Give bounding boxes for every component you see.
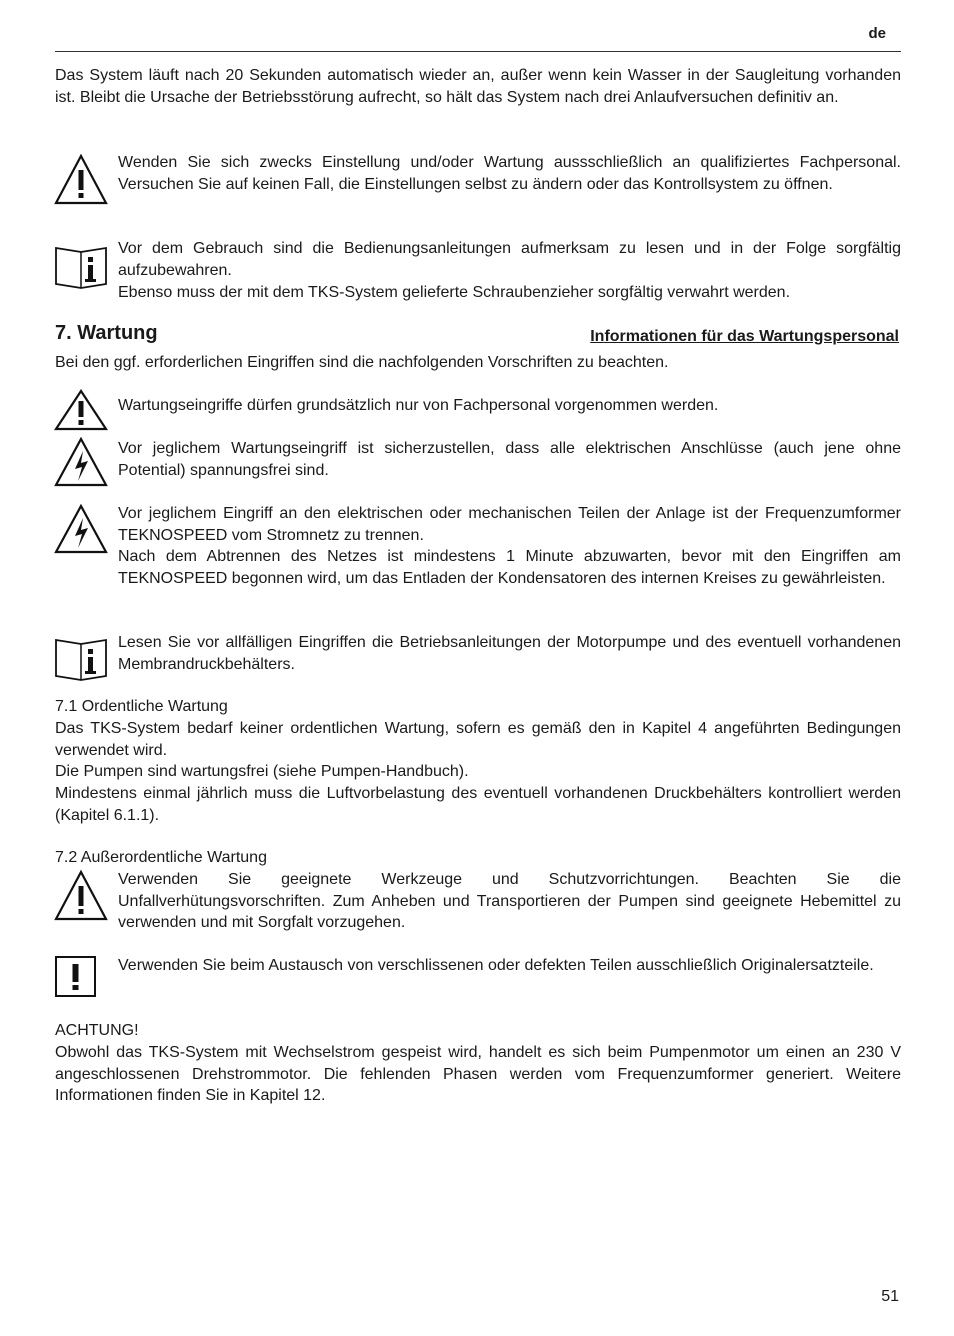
note-manual-line1: Vor dem Gebrauch sind die Bedienungsanleitungen aufmerksam zu lesen und in der Folge sorgfältig aufzubewahren. [118,240,901,279]
electrical-hazard-icon [53,437,109,493]
section-7-title: 7. Wartung [55,322,158,344]
note-electrical-disconnect: Vor jeglichem Wartungseingriff ist sicherzustellen, dass alle elektrischen Anschlüsse (auch jene ohne Potential) spannungsfrei sind. [118,440,901,479]
note-qualified-personnel: Wenden Sie sich zwecks Einstellung und/oder Wartung aussschließlich an qualifiziertes Fachpersonal. Versuchen Sie auf keinen Fall, die Einstellungen selbst zu ändern oder das Kontrollsystem zu öffnen. [118,154,901,193]
note-original-spare-parts: Verwenden Sie beim Austausch von verschlissenen oder defekten Teilen ausschließlich Originalersatzteile. [118,957,874,974]
electrical-hazard-icon [53,504,109,560]
header-rule [55,51,901,52]
note-teknospeed-disconnect: Vor jeglichem Eingriff an den elektrischen oder mechanischen Teilen der Anlage ist der Frequenzumformer TEKNOSPEED vom Stromnetz zu trennen. [118,505,901,544]
section-7-1-p2: Die Pumpen sind wartungsfrei (siehe Pumpen-Handbuch). [55,763,469,780]
warning-triangle-icon [53,153,109,209]
section-7-2-final-paragraph: Obwohl das TKS-System mit Wechselstrom gespeist wird, handelt es sich beim Pumpenmotor um einen an 230 V angeschlossenen Drehstrommotor. Die fehlenden Phasen werden vom Frequenzumformer generiert. Weitere Informationen finden Sie in Kapitel 12. [55,1044,901,1105]
section-7-1-p1: Das TKS-System bedarf keiner ordentlichen Wartung, sofern es gemäß den in Kapitel 4 angeführten Bedingungen verwendet wird. [55,720,901,759]
note-capacitor-discharge: Nach dem Abtrennen des Netzes ist mindestens 1 Minute abzuwarten, bevor mit den Eingriffen am TEKNOSPEED begonnen wird, um das Entladen der Kondensatoren des internen Kreises zu gewährleisten. [118,548,901,587]
manual-info-icon [53,240,109,296]
note-manual-line2: Ebenso muss der mit dem TKS-System gelieferte Schraubenzieher sorgfältig verwahrt werden. [118,284,791,301]
important-exclamation-icon [55,956,96,997]
language-code: de [868,25,886,42]
manual-info-icon [53,632,109,688]
attention-label: ACHTUNG! [55,1022,139,1039]
section-7-1-p3: Mindestens einmal jährlich muss die Luftvorbelastung des eventuell vorhandenen Druckbehälters kontrolliert werden (Kapitel 6.1.1). [55,785,901,824]
maintenance-info-heading: Informationen für das Wartungspersonal [590,328,899,345]
section-7-2-title: 7.2 Außerordentliche Wartung [55,849,267,866]
section-7-1-title: 7.1 Ordentliche Wartung [55,698,228,715]
note-maintenance-personnel: Wartungseingriffe dürfen grundsätzlich nur von Fachpersonal vorgenommen werden. [118,397,719,414]
note-tools-and-safety: Verwenden Sie geeignete Werkzeuge und Schutzvorrichtungen. Beachten Sie die Unfallverhütungsvorschriften. Zum Anheben und Transportieren der Pumpen sind geeignete Hebemittel zu verwenden und mit Sorgfalt vorzugehen. [118,871,901,932]
note-read-manuals: Lesen Sie vor allfälligen Eingriffen die Betriebsanleitungen der Motorpumpe und des eventuell vorhandenen Membrandruckbehälters. [118,634,901,673]
section-7-intro: Bei den ggf. erforderlichen Eingriffen sind die nachfolgenden Vorschriften zu beachten. [55,354,669,371]
page-number: 51 [881,1288,899,1305]
intro-paragraph: Das System läuft nach 20 Sekunden automatisch wieder an, außer wenn kein Wasser in der Saugleitung vorhanden ist. Bleibt die Ursache der Betriebsstörung aufrecht, so hält das System nach drei Anlaufversuchen definitiv an. [55,67,901,106]
warning-triangle-icon [53,869,109,925]
